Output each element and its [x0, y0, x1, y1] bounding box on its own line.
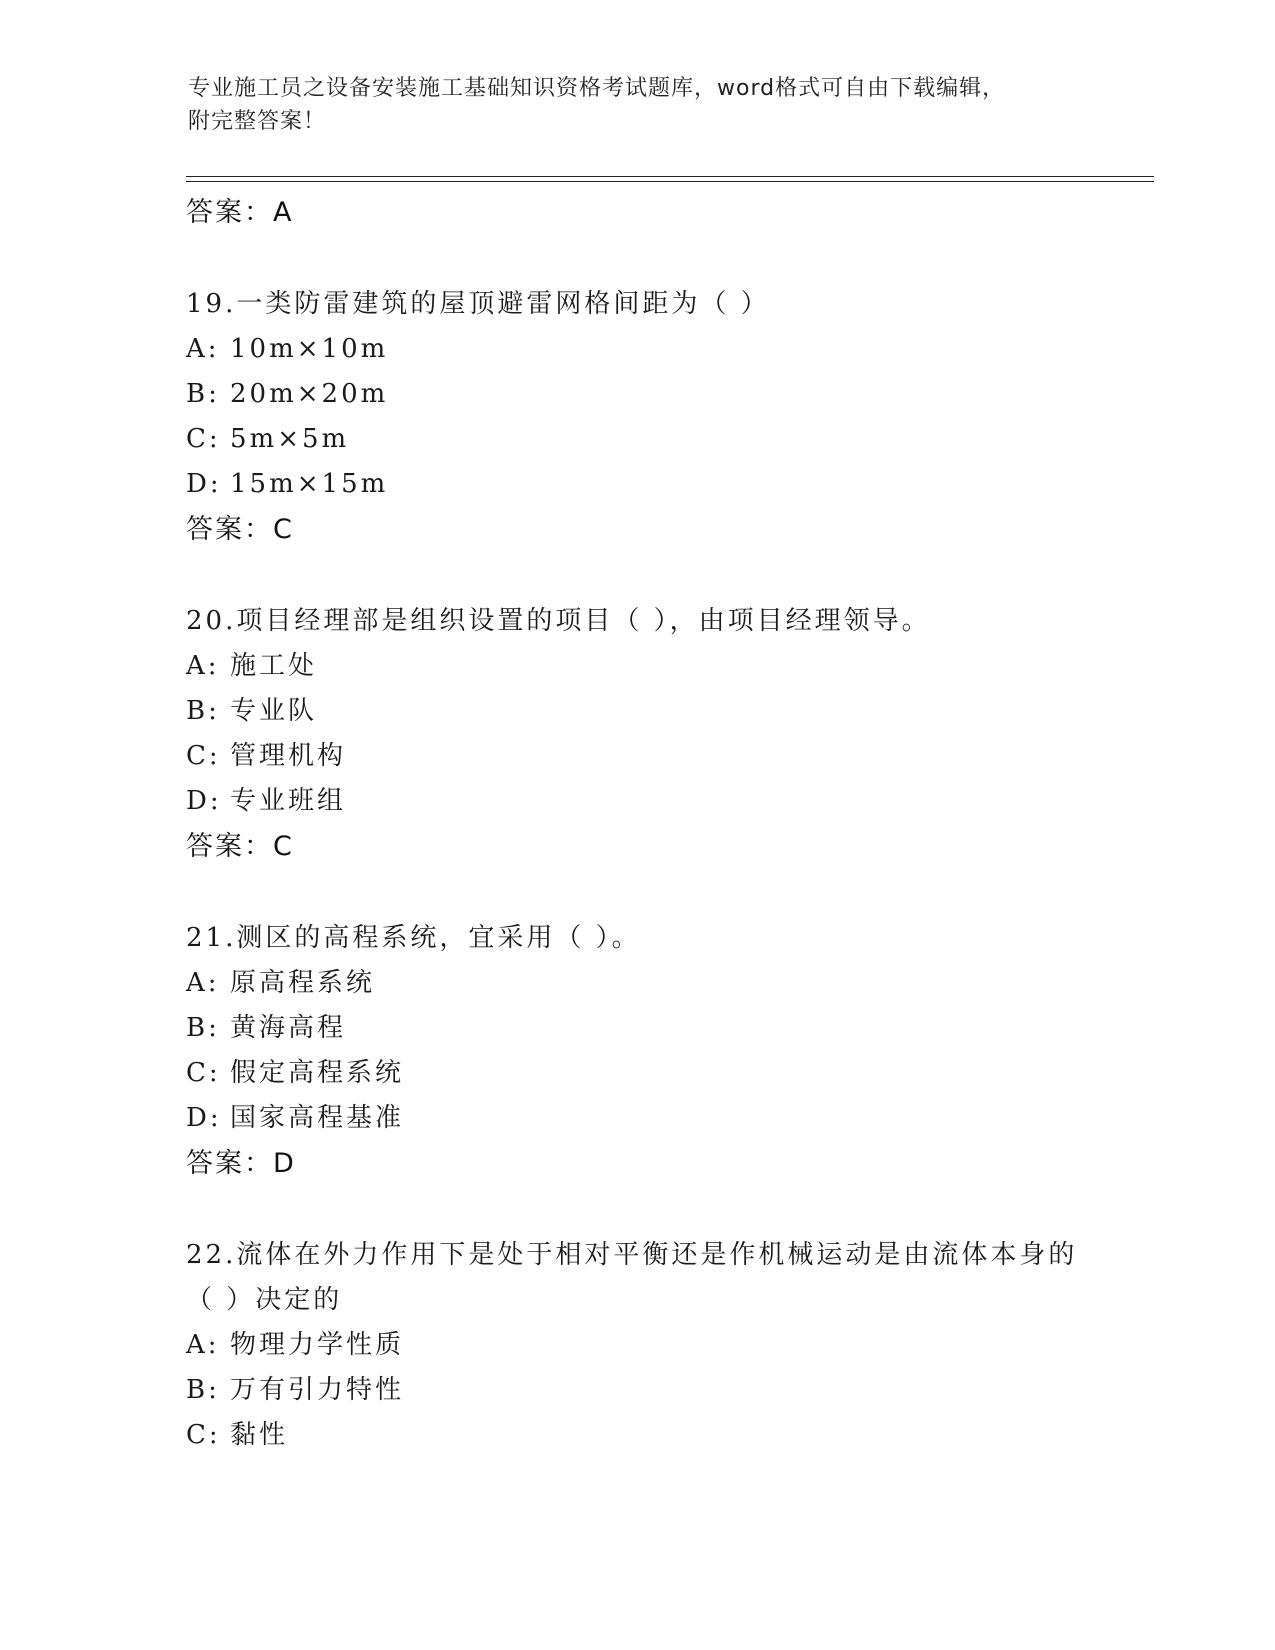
option-a [186, 327, 1086, 372]
option-key: B: [186, 1375, 220, 1405]
option-a [186, 1323, 1086, 1368]
answer-line: 答案：D [186, 1148, 296, 1179]
option-key: B: [186, 696, 220, 726]
question-20 [186, 599, 1086, 869]
option-text: 20m×20m [230, 379, 389, 409]
question-text-continued: （ ）决定的 [186, 1285, 343, 1315]
option-key: D: [186, 786, 222, 816]
header-line-1: 专业施工员之设备安装施工基础知识资格考试题库，word格式可自由下载编辑， [188, 76, 1006, 101]
option-text: 物理力学性质 [230, 1330, 405, 1360]
option-key: A: [186, 1330, 220, 1360]
question-text: 20.项目经理部是组织设置的项目（ ），由项目经理领导。 [186, 606, 931, 636]
option-text: 施工处 [230, 651, 318, 681]
option-text: 15m×15m [230, 469, 389, 499]
document-body [186, 190, 1086, 1458]
option-key: A: [186, 968, 220, 998]
option-key: C: [186, 741, 221, 771]
document-header [188, 72, 1088, 138]
option-b [186, 1006, 1086, 1051]
option-key: C: [186, 424, 221, 454]
option-key: C: [186, 1058, 221, 1088]
option-a [186, 644, 1086, 689]
question-21 [186, 916, 1086, 1186]
spacer [186, 552, 1086, 599]
option-text: 原高程系统 [230, 968, 376, 998]
header-divider-top [186, 176, 1154, 177]
question-19 [186, 282, 1086, 552]
option-c [186, 417, 1086, 462]
answer-line: 答案：A [186, 197, 294, 228]
option-c [186, 734, 1086, 779]
option-c [186, 1051, 1086, 1096]
option-b [186, 372, 1086, 417]
option-b [186, 689, 1086, 734]
option-key: D: [186, 469, 222, 499]
option-text: 专业队 [230, 696, 318, 726]
option-text: 10m×10m [230, 334, 389, 364]
spacer [186, 869, 1086, 916]
option-text: 黏性 [230, 1420, 289, 1450]
header-line-2: 附完整答案！ [188, 109, 327, 134]
spacer [186, 1186, 1086, 1233]
option-key: C: [186, 1420, 221, 1450]
question-text: 21.测区的高程系统，宜采用（ ）。 [186, 923, 641, 953]
option-text: 5m×5m [230, 424, 350, 454]
spacer [186, 235, 1086, 282]
option-key: D: [186, 1103, 222, 1133]
option-b [186, 1368, 1086, 1413]
question-22 [186, 1233, 1086, 1458]
option-c [186, 1413, 1086, 1458]
question-text: 22.流体在外力作用下是处于相对平衡还是作机械运动是由流体本身的 [186, 1240, 1078, 1270]
option-text: 专业班组 [230, 786, 347, 816]
option-d [186, 462, 1086, 507]
option-text: 管理机构 [230, 741, 347, 771]
header-divider-bottom [186, 181, 1154, 182]
option-key: B: [186, 1013, 220, 1043]
option-text: 万有引力特性 [230, 1375, 405, 1405]
option-key: B: [186, 379, 220, 409]
answer-line: 答案：C [186, 514, 294, 545]
option-text: 国家高程基准 [230, 1103, 405, 1133]
option-key: A: [186, 334, 220, 364]
answer-line: 答案：C [186, 831, 294, 862]
option-text: 黄海高程 [230, 1013, 347, 1043]
option-a [186, 961, 1086, 1006]
question-text: 19.一类防雷建筑的屋顶避雷网格间距为（ ） [186, 289, 770, 319]
option-d [186, 779, 1086, 824]
option-key: A: [186, 651, 220, 681]
option-d [186, 1096, 1086, 1141]
option-text: 假定高程系统 [230, 1058, 405, 1088]
